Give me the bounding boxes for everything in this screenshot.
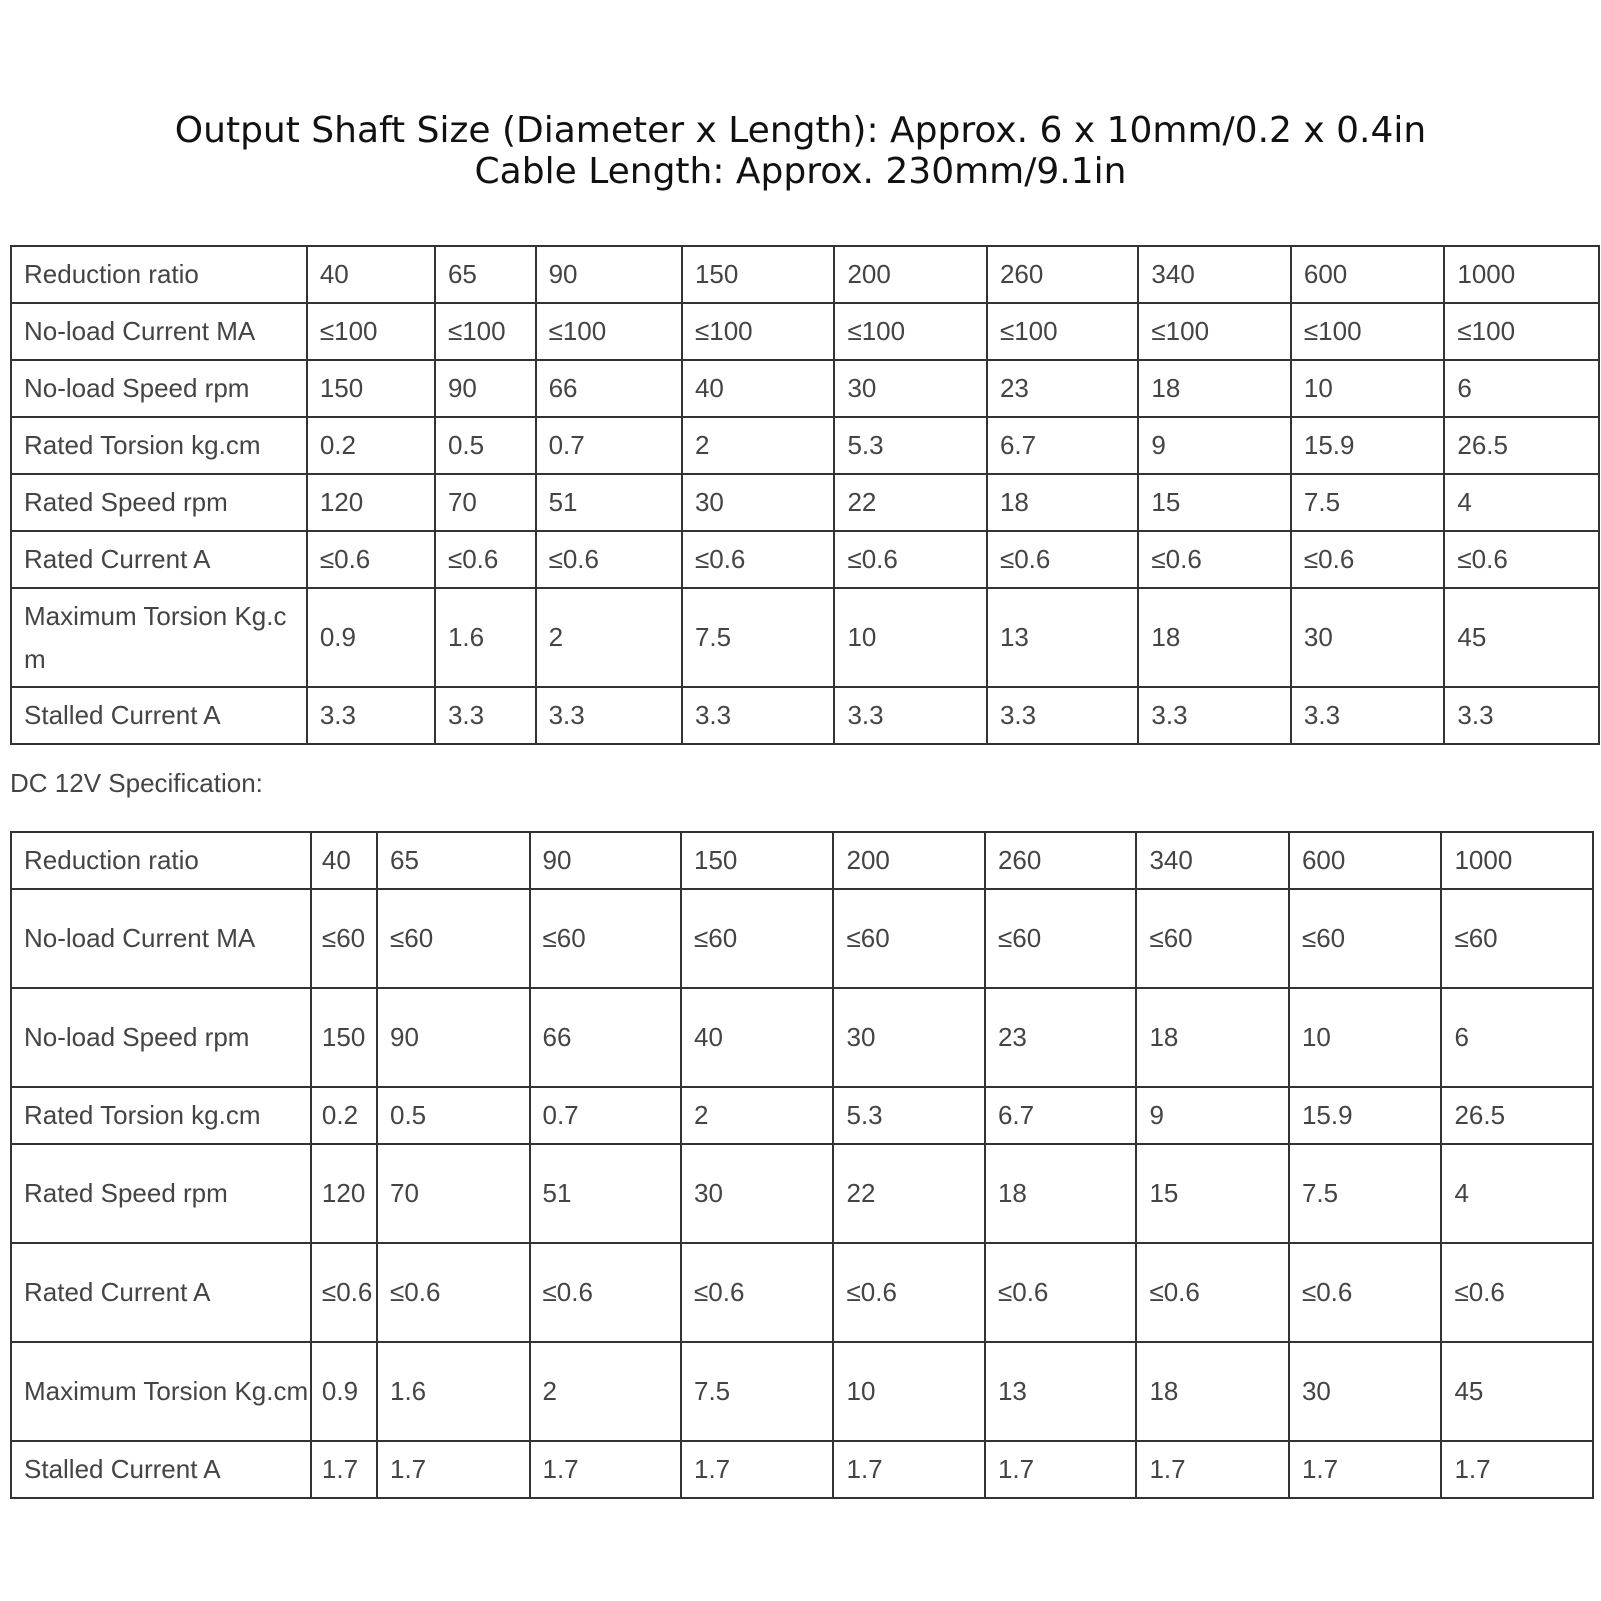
- value-cell: ≤60: [1441, 889, 1593, 988]
- value-cell: ≤100: [1138, 303, 1290, 360]
- value-cell: 2: [530, 1342, 681, 1441]
- value-cell: ≤0.6: [985, 1243, 1136, 1342]
- row-label-cell: Reduction ratio: [11, 246, 307, 303]
- value-cell: 90: [435, 360, 536, 417]
- value-cell: 6.7: [985, 1087, 1136, 1144]
- value-cell: 5.3: [834, 417, 986, 474]
- value-cell: 40: [682, 360, 834, 417]
- header: [0, 110, 1601, 192]
- value-cell: 13: [985, 1342, 1136, 1441]
- value-cell: 18: [987, 474, 1138, 531]
- value-cell: 3.3: [435, 687, 536, 744]
- value-cell: ≤60: [377, 889, 530, 988]
- table-row: [11, 303, 1599, 360]
- value-cell: 150: [311, 988, 377, 1087]
- value-cell: 7.5: [1291, 474, 1445, 531]
- value-cell: 3.3: [682, 687, 834, 744]
- table-row: [11, 832, 1593, 889]
- value-cell: 120: [311, 1144, 377, 1243]
- value-cell: ≤0.6: [681, 1243, 834, 1342]
- value-cell: ≤0.6: [1441, 1243, 1593, 1342]
- table-row: [11, 474, 1599, 531]
- cable-length-line: Cable Length: Approx. 230mm/9.1in: [474, 151, 1127, 192]
- shaft-size-line: Output Shaft Size (Diameter x Length): Approx. 6 x 10mm/0.2 x 0.4in: [174, 110, 1427, 151]
- value-cell: ≤0.6: [1136, 1243, 1289, 1342]
- value-cell: ≤0.6: [833, 1243, 984, 1342]
- row-label-cell: Rated Current A: [11, 1243, 311, 1342]
- value-cell: ≤0.6: [377, 1243, 530, 1342]
- value-cell: ≤0.6: [987, 531, 1138, 588]
- value-cell: ≤0.6: [530, 1243, 681, 1342]
- value-cell: ≤0.6: [682, 531, 834, 588]
- value-cell: 30: [1291, 588, 1445, 687]
- value-cell: 1.6: [377, 1342, 530, 1441]
- value-cell: 65: [435, 246, 536, 303]
- value-cell: ≤0.6: [1289, 1243, 1442, 1342]
- value-cell: 1000: [1441, 832, 1593, 889]
- value-cell: 40: [311, 832, 377, 889]
- value-cell: 3.3: [1138, 687, 1290, 744]
- section-label: DC 12V Specification:: [10, 768, 263, 798]
- value-cell: 90: [377, 988, 530, 1087]
- value-cell: ≤0.6: [307, 531, 435, 588]
- value-cell: 0.9: [307, 588, 435, 687]
- value-cell: 13: [987, 588, 1138, 687]
- value-cell: ≤0.6: [1138, 531, 1290, 588]
- table-row: [11, 1342, 1593, 1441]
- value-cell: ≤0.6: [834, 531, 986, 588]
- value-cell: 2: [681, 1087, 834, 1144]
- value-cell: 2: [682, 417, 834, 474]
- value-cell: 0.5: [435, 417, 536, 474]
- value-cell: ≤60: [530, 889, 681, 988]
- value-cell: 15: [1138, 474, 1290, 531]
- value-cell: 3.3: [987, 687, 1138, 744]
- value-cell: 18: [1138, 588, 1290, 687]
- value-cell: 1000: [1444, 246, 1599, 303]
- value-cell: 23: [985, 988, 1136, 1087]
- value-cell: 18: [1136, 1342, 1289, 1441]
- value-cell: 1.7: [985, 1441, 1136, 1498]
- value-cell: ≤100: [435, 303, 536, 360]
- value-cell: 9: [1136, 1087, 1289, 1144]
- value-cell: 30: [1289, 1342, 1442, 1441]
- table-row: [11, 588, 1599, 687]
- row-label-cell: No-load Current MA: [11, 303, 307, 360]
- value-cell: ≤60: [985, 889, 1136, 988]
- row-label-cell: Rated Speed rpm: [11, 474, 307, 531]
- value-cell: 6: [1444, 360, 1599, 417]
- value-cell: 65: [377, 832, 530, 889]
- spec-table-1: [10, 245, 1600, 745]
- value-cell: 7.5: [681, 1342, 834, 1441]
- value-cell: 90: [530, 832, 681, 889]
- row-label-cell: Rated Torsion kg.cm: [11, 417, 307, 474]
- table-row: [11, 246, 1599, 303]
- value-cell: 9: [1138, 417, 1290, 474]
- value-cell: 18: [1136, 988, 1289, 1087]
- value-cell: 1.7: [833, 1441, 984, 1498]
- value-cell: 3.3: [1291, 687, 1445, 744]
- table-row: [11, 417, 1599, 474]
- value-cell: 150: [307, 360, 435, 417]
- value-cell: 3.3: [1444, 687, 1599, 744]
- value-cell: 1.7: [377, 1441, 530, 1498]
- row-label-cell: No-load Speed rpm: [11, 360, 307, 417]
- value-cell: 45: [1441, 1342, 1593, 1441]
- value-cell: ≤100: [1444, 303, 1599, 360]
- value-cell: 200: [833, 832, 984, 889]
- value-cell: 150: [681, 832, 834, 889]
- table-row: [11, 531, 1599, 588]
- value-cell: 340: [1136, 832, 1289, 889]
- value-cell: 260: [985, 832, 1136, 889]
- value-cell: 0.2: [307, 417, 435, 474]
- value-cell: 22: [833, 1144, 984, 1243]
- value-cell: 26.5: [1444, 417, 1599, 474]
- row-label-cell: No-load Current MA: [11, 889, 311, 988]
- value-cell: 4: [1444, 474, 1599, 531]
- value-cell: 18: [985, 1144, 1136, 1243]
- value-cell: 15.9: [1289, 1087, 1442, 1144]
- value-cell: ≤100: [536, 303, 682, 360]
- row-label-cell: Rated Torsion kg.cm: [11, 1087, 311, 1144]
- value-cell: 40: [681, 988, 834, 1087]
- value-cell: 150: [682, 246, 834, 303]
- value-cell: 6.7: [987, 417, 1138, 474]
- row-label-cell: Stalled Current A: [11, 687, 307, 744]
- value-cell: ≤60: [1136, 889, 1289, 988]
- row-label-cell: No-load Speed rpm: [11, 988, 311, 1087]
- value-cell: 45: [1444, 588, 1599, 687]
- table-row: [11, 1087, 1593, 1144]
- value-cell: 1.7: [530, 1441, 681, 1498]
- table-row: [11, 360, 1599, 417]
- value-cell: 7.5: [1289, 1144, 1442, 1243]
- value-cell: 200: [834, 246, 986, 303]
- value-cell: ≤100: [682, 303, 834, 360]
- value-cell: 30: [681, 1144, 834, 1243]
- value-cell: 22: [834, 474, 986, 531]
- value-cell: 51: [530, 1144, 681, 1243]
- value-cell: 10: [834, 588, 986, 687]
- table-row: [11, 1243, 1593, 1342]
- value-cell: 30: [834, 360, 986, 417]
- value-cell: ≤60: [681, 889, 834, 988]
- value-cell: 1.6: [435, 588, 536, 687]
- value-cell: 40: [307, 246, 435, 303]
- value-cell: 10: [833, 1342, 984, 1441]
- row-label-cell: Maximum Torsion Kg.cm: [11, 588, 307, 687]
- value-cell: 1.7: [1136, 1441, 1289, 1498]
- value-cell: ≤0.6: [536, 531, 682, 588]
- value-cell: 1.7: [681, 1441, 834, 1498]
- value-cell: 0.9: [311, 1342, 377, 1441]
- value-cell: 30: [682, 474, 834, 531]
- value-cell: 26.5: [1441, 1087, 1593, 1144]
- value-cell: ≤100: [834, 303, 986, 360]
- value-cell: 7.5: [682, 588, 834, 687]
- value-cell: 90: [536, 246, 682, 303]
- value-cell: 15: [1136, 1144, 1289, 1243]
- value-cell: 260: [987, 246, 1138, 303]
- table-row: [11, 1441, 1593, 1498]
- value-cell: ≤60: [311, 889, 377, 988]
- value-cell: ≤100: [1291, 303, 1445, 360]
- value-cell: ≤0.6: [1291, 531, 1445, 588]
- value-cell: 600: [1289, 832, 1442, 889]
- value-cell: 3.3: [536, 687, 682, 744]
- row-label-cell: Maximum Torsion Kg.cm: [11, 1342, 311, 1441]
- value-cell: ≤60: [833, 889, 984, 988]
- value-cell: 18: [1138, 360, 1290, 417]
- value-cell: ≤0.6: [1444, 531, 1599, 588]
- value-cell: 4: [1441, 1144, 1593, 1243]
- value-cell: 1.7: [1441, 1441, 1593, 1498]
- value-cell: 66: [530, 988, 681, 1087]
- value-cell: 70: [377, 1144, 530, 1243]
- value-cell: 66: [536, 360, 682, 417]
- value-cell: 0.2: [311, 1087, 377, 1144]
- table-row: [11, 1144, 1593, 1243]
- value-cell: ≤100: [307, 303, 435, 360]
- value-cell: 6: [1441, 988, 1593, 1087]
- value-cell: ≤60: [1289, 889, 1442, 988]
- row-label-cell: Rated Speed rpm: [11, 1144, 311, 1243]
- value-cell: 3.3: [834, 687, 986, 744]
- value-cell: 15.9: [1291, 417, 1445, 474]
- value-cell: 0.7: [536, 417, 682, 474]
- value-cell: 10: [1289, 988, 1442, 1087]
- value-cell: 340: [1138, 246, 1290, 303]
- row-label-cell: Rated Current A: [11, 531, 307, 588]
- value-cell: 120: [307, 474, 435, 531]
- value-cell: 0.7: [530, 1087, 681, 1144]
- value-cell: 1.7: [311, 1441, 377, 1498]
- value-cell: 5.3: [833, 1087, 984, 1144]
- table-row: [11, 889, 1593, 988]
- value-cell: 51: [536, 474, 682, 531]
- value-cell: ≤0.6: [435, 531, 536, 588]
- value-cell: 30: [833, 988, 984, 1087]
- value-cell: ≤0.6: [311, 1243, 377, 1342]
- value-cell: 2: [536, 588, 682, 687]
- value-cell: 10: [1291, 360, 1445, 417]
- row-label-cell: Reduction ratio: [11, 832, 311, 889]
- table-row: [11, 687, 1599, 744]
- spec-table-2: [10, 831, 1594, 1499]
- value-cell: 1.7: [1289, 1441, 1442, 1498]
- value-cell: 600: [1291, 246, 1445, 303]
- value-cell: 0.5: [377, 1087, 530, 1144]
- value-cell: ≤100: [987, 303, 1138, 360]
- value-cell: 23: [987, 360, 1138, 417]
- value-cell: 3.3: [307, 687, 435, 744]
- table-row: [11, 988, 1593, 1087]
- row-label-cell: Stalled Current A: [11, 1441, 311, 1498]
- value-cell: 70: [435, 474, 536, 531]
